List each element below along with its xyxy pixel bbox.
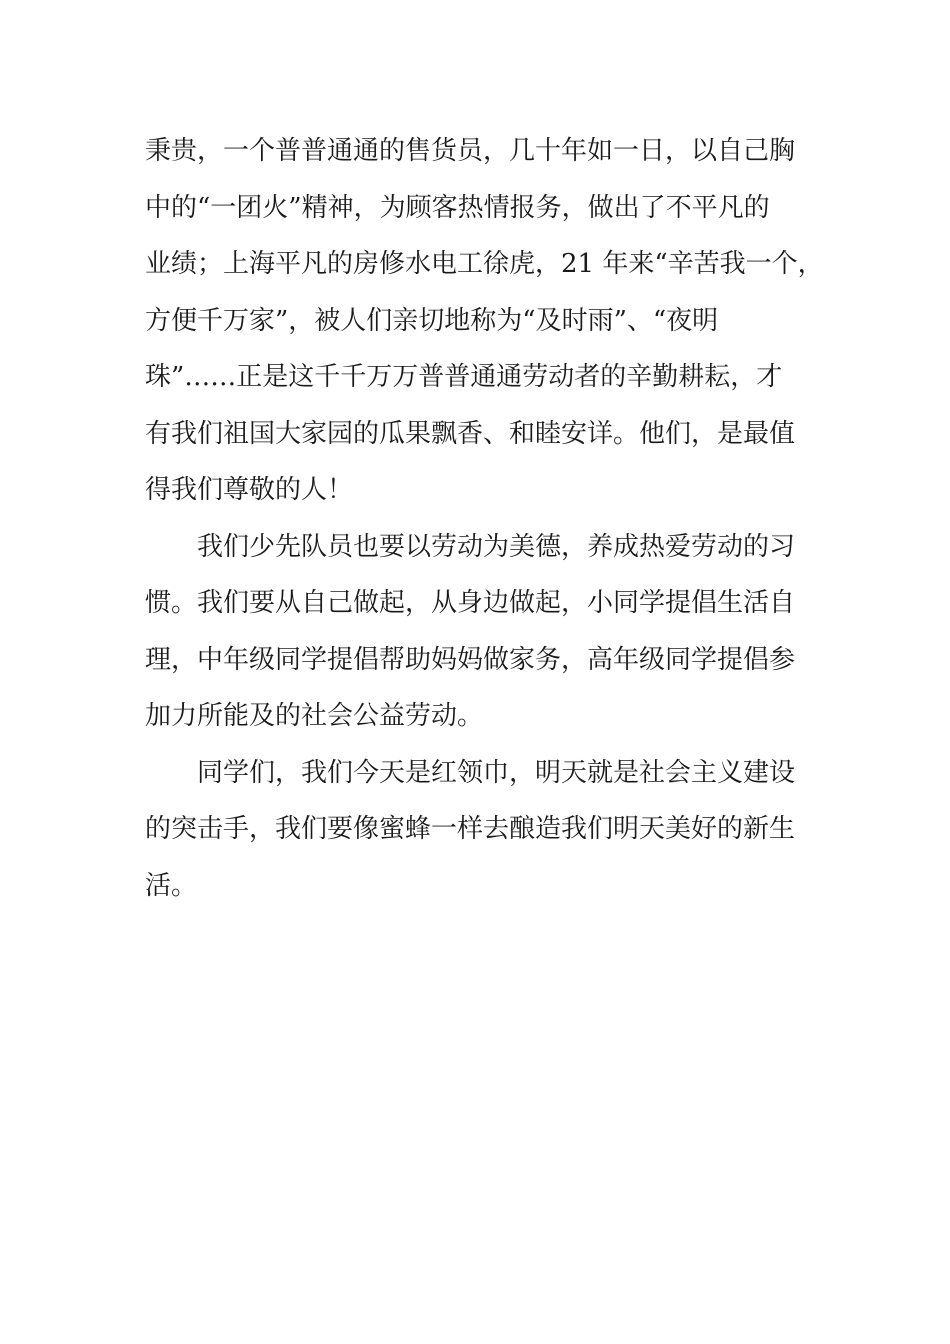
paragraph-3 [145, 745, 815, 915]
text-line: 活。 [145, 870, 198, 901]
paragraph-1 [145, 123, 824, 519]
text-line: 我们少先队员也要以劳动为美德，养成热爱劳动的习 [197, 531, 796, 562]
text-line: 方便千万家”，被人们亲切地称为“及时雨”、“夜明 [145, 305, 719, 336]
text-line: 业绩；上海平凡的房修水电工徐虎，21 年来“辛苦我一个， [145, 249, 824, 279]
text-line: 理，中年级同学提倡帮助妈妈做家务，高年级同学提倡参 [145, 644, 796, 675]
text-line: 秉贵，一个普普通通的售货员，几十年如一日，以自己胸 [145, 136, 796, 166]
text-line: 得我们尊敬的人！ [145, 475, 354, 505]
body-text [145, 123, 824, 914]
text-line: 加力所能及的社会公益劳动。 [145, 701, 484, 731]
paragraph-2 [145, 519, 815, 745]
text-line: 珠”……正是这千千万万普普通通劳动者的辛勤耕耘，才 [145, 362, 783, 392]
text-line: 的突击手，我们要像蜜蜂一样去酿造我们明天美好的新生 [145, 814, 796, 844]
text-line: 惯。我们要从自己做起，从身边做起，小同学提倡生活自 [145, 588, 796, 618]
text-line: 有我们祖国大家园的瓜果飘香、和睦安详。他们，是最值 [145, 418, 796, 449]
text-line: 中的“一团火”精神，为顾客热情报务，做出了不平凡的 [145, 192, 770, 223]
text-line: 同学们，我们今天是红领巾，明天就是社会主义建设 [197, 757, 796, 788]
